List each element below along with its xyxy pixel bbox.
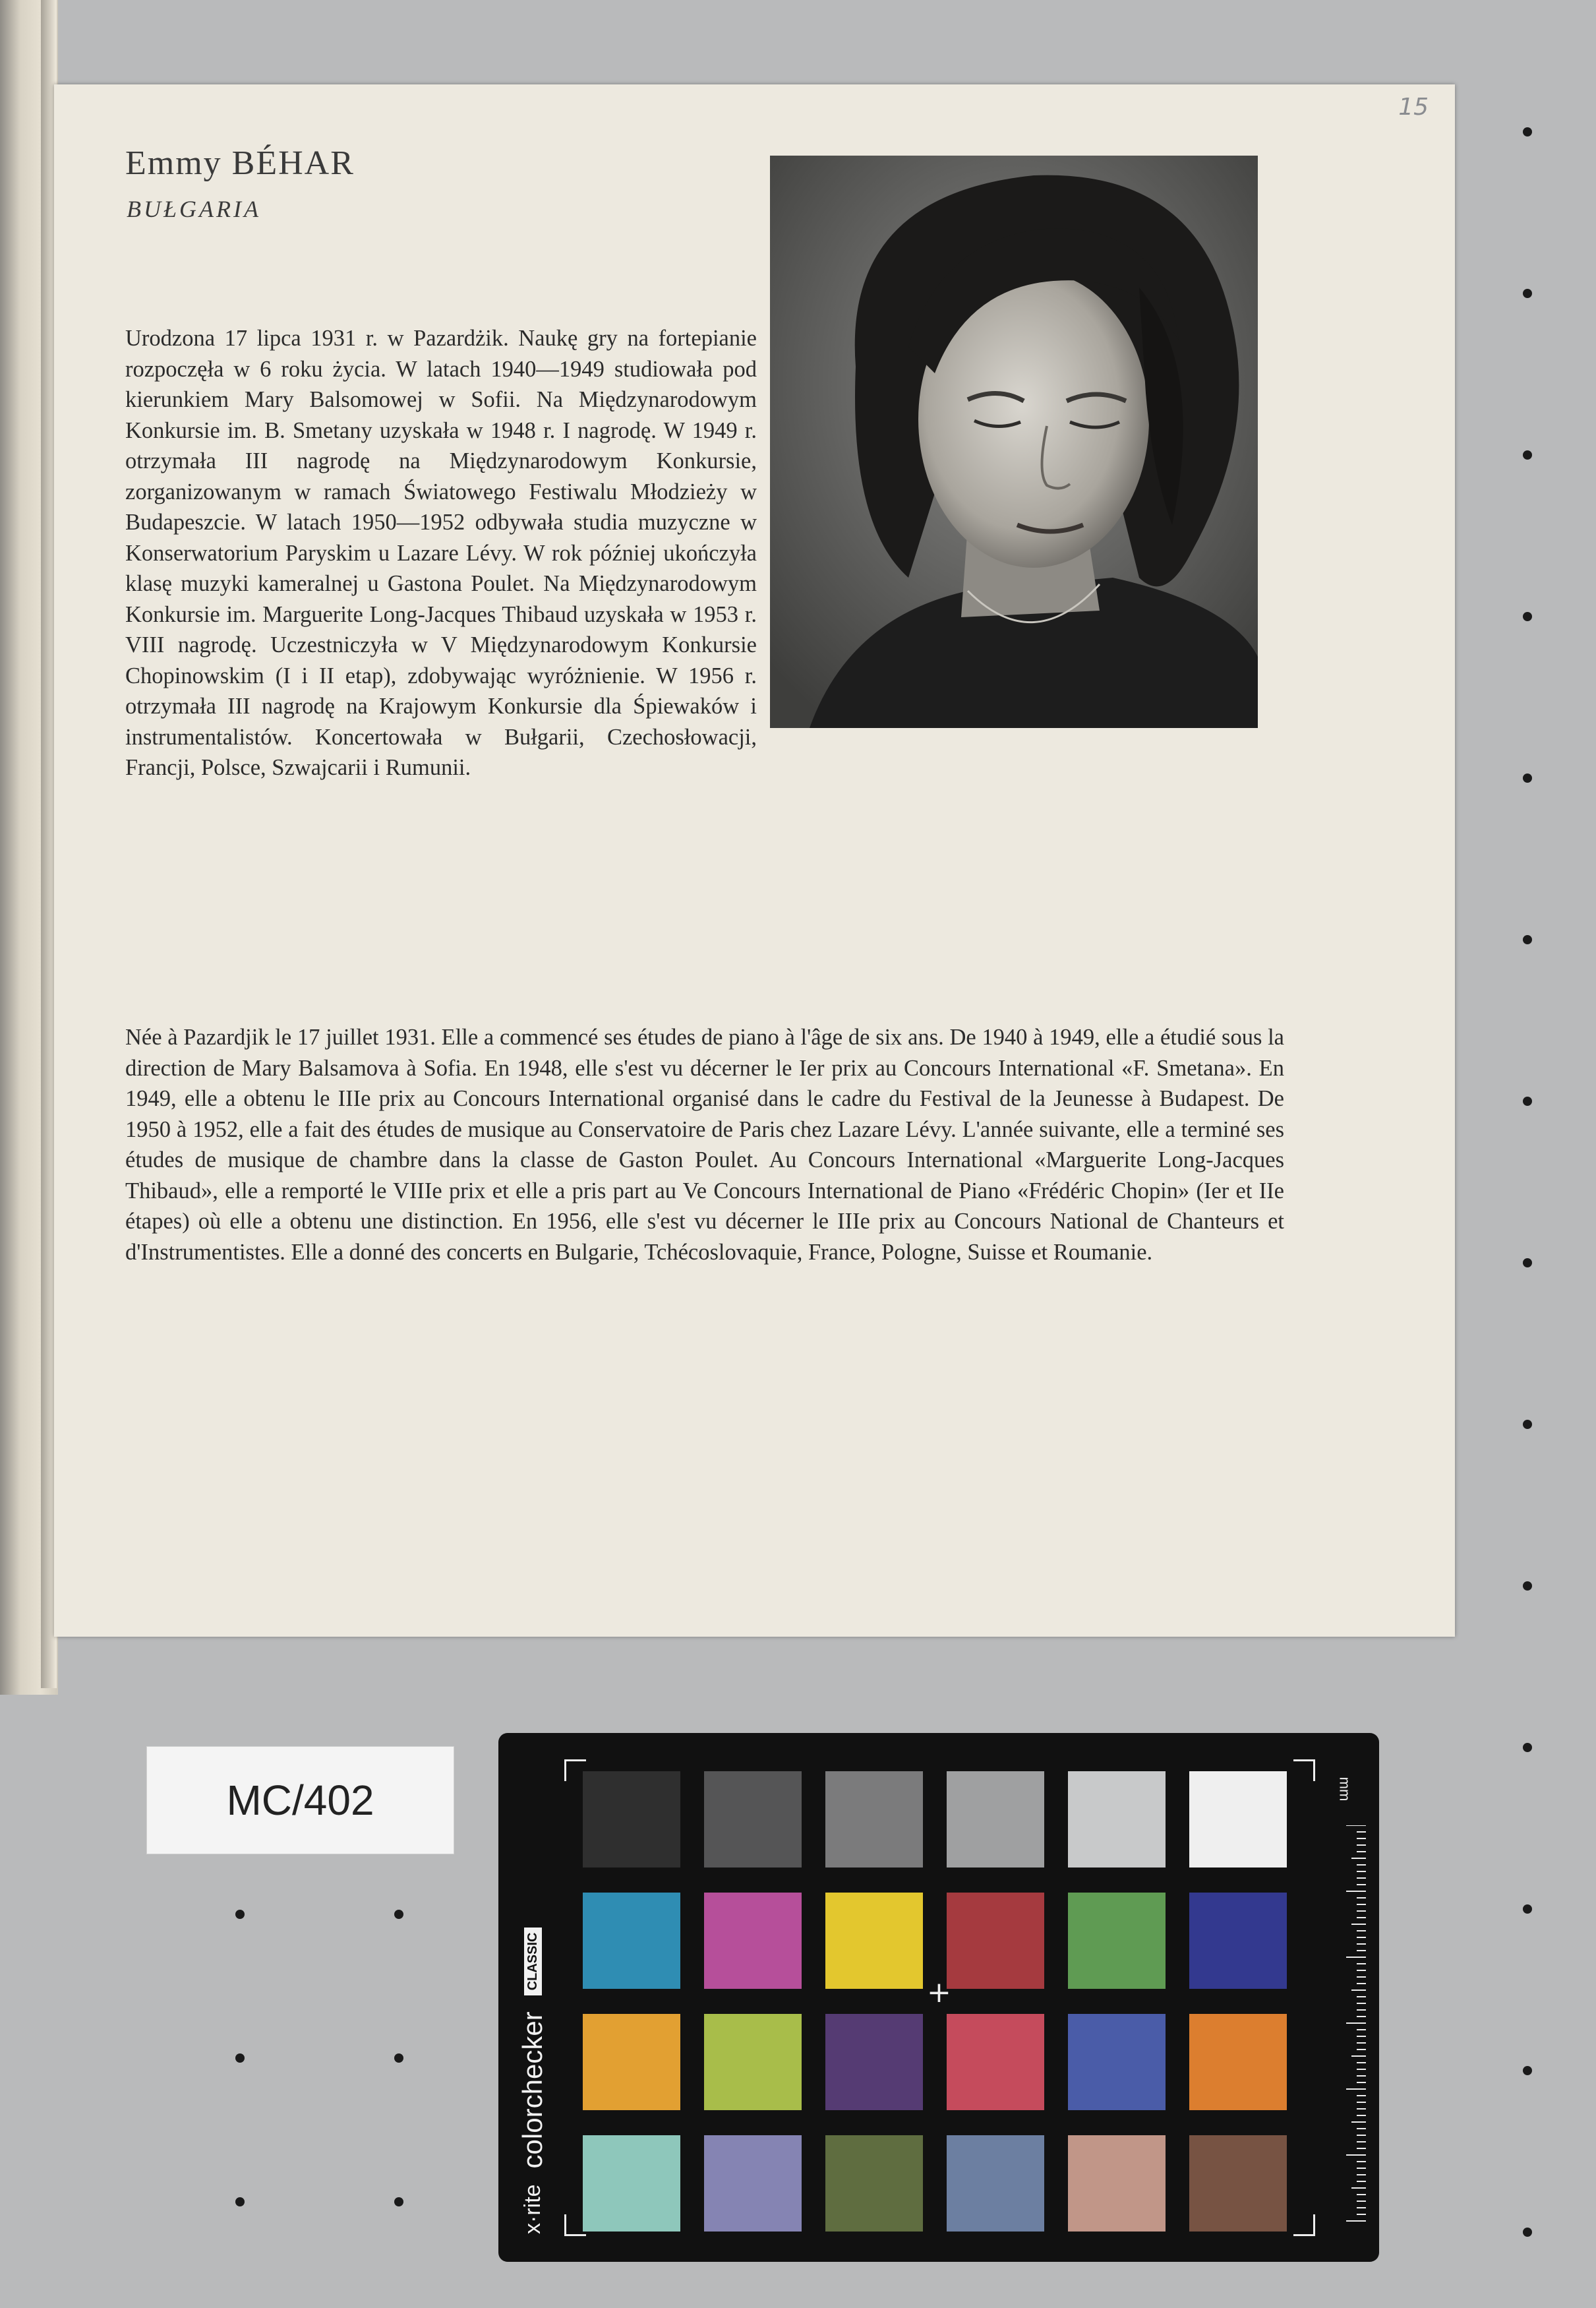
binder-dot [394,2197,403,2206]
color-swatch [1068,2135,1166,2232]
color-swatch [1068,1771,1166,1868]
binder-dot [235,1910,245,1919]
binder-dot [1523,774,1532,783]
binder-dot [1523,2066,1532,2075]
color-swatch [583,1771,680,1868]
page-title: Emmy BÉHAR [125,144,355,182]
binder-dot [394,2053,403,2063]
binder-dot [1523,1420,1532,1429]
color-swatch [1189,1893,1287,1989]
color-swatch [825,1893,923,1989]
maker-logo-text: x·rite [519,2184,545,2234]
color-checker-brand [512,1759,551,2234]
binder-dot [1523,1743,1532,1752]
binder-dot [1523,1097,1532,1106]
color-swatch [1068,2014,1166,2110]
color-swatch [704,2135,802,2232]
color-swatch [704,1771,802,1868]
crop-mark [1293,1759,1315,1781]
color-swatch [947,1771,1044,1868]
color-swatch [1189,2014,1287,2110]
brand-text: colorchecker [517,2011,548,2169]
color-swatch [947,2135,1044,2232]
color-swatch [704,2014,802,2110]
binder-dot [235,2197,245,2206]
color-swatch [1189,1771,1287,1868]
archive-label [146,1746,454,1854]
mm-ruler [1337,1825,1366,2234]
binder-dot [235,2053,245,2063]
country-subtitle: BUŁGARIA [127,196,261,222]
color-swatch [1189,2135,1287,2232]
color-swatch [825,2135,923,2232]
color-swatch [947,2014,1044,2110]
color-swatch [583,2014,680,2110]
biography-polish-text: Urodzona 17 lipca 1931 r. w Pazardżik. Naukę gry na fortepianie rozpoczęła w 6 roku życia. W latach 1940—1949 studiowała pod kierunkiem Mary Balsomowej w Sofii. Na Międzynarodowym Konkursie im. B. Smetany uzyskała w 1948 r. I nagrodę. W 1949 r. otrzymała III nagrodę na Międzynarodowym Konkursie, zorganizowanym w ramach Światowego Festiwalu Młodzieży w Budapeszcie. W latach 1950—1952 odbywała studia muzyczne w Konserwatorium Paryskim u Lazare Lévy. W rok później ukończyła klasę muzyki kameralnej u Gastona Poulet. Na Międzynarodowym Konkursie im. Marguerite Long-Jacques Thibaud uzyskała w 1953 r. VIII nagrodę. Uczestniczyła w V Międzynarodowym Konkursie Chopinowskim (I i II etap), zdobywając wyróżnienie. W 1956 r. otrzymała III nagrodę na Krajowym Konkursie dla Śpiewaków i instrumentalistów. Koncertowała w Bułgarii, Czechosłowacji, Francji, Polsce, Szwajcarii i Rumunii. [125,326,757,780]
color-checker-card [498,1733,1379,2262]
color-swatch [1068,1893,1166,1989]
color-swatch [825,2014,923,2110]
binder-dot [1523,2228,1532,2237]
color-swatch [825,1771,923,1868]
color-swatch [583,2135,680,2232]
edition-tag: CLASSIC [524,1928,542,1996]
binder-dot [1523,1258,1532,1267]
crop-mark [1293,2214,1315,2236]
biography-polish [125,323,1284,851]
archive-label-text: MC/402 [226,1777,374,1824]
binder-dot [1523,1904,1532,1914]
biography-french: Née à Pazardjik le 17 juillet 1931. Elle a commencé ses études de piano à l'âge de six ans. De 1940 à 1949, elle a étudié sous la direction de Mary Balsamova à Sofia. En 1948, elle s'est vu décerner le Ier prix au Concours International «F. Smetana». En 1949, elle a obtenu le IIIe prix au Concours International organisé dans le cadre du Festival de la Jeunesse à Budapest. De 1950 à 1952, elle a fait des études de musique au Conservatoire de Paris chez Lazare Lévy. L'année suivante, elle a terminé ses études de musique de chambre dans la classe de Gaston Poulet. Au Concours International «Marguerite Long-Jacques Thibaud», elle a remporté le VIIIe prix et elle a pris part au Ve Concours International de Piano «Frédéric Chopin» (Ier et IIe étapes) où elle a obtenu une distinction. En 1956, elle s'est vu décerner le IIIe prix au Concours National de Chanteurs et d'Instrumentistes. Elle a donné des concerts en Bulgarie, Tchécoslovaquie, France, Pologne, Suisse et Roumanie. [125,1025,1284,1265]
binder-dot [1523,935,1532,944]
binder-dot [1523,289,1532,298]
page-number: 15 [1398,94,1429,121]
binder-dot [1523,127,1532,137]
color-swatch [704,1893,802,1989]
binder-dot [1523,612,1532,621]
binder-dot [394,1910,403,1919]
photo-wrap-spacer [757,323,1284,851]
binder-dot [1523,1581,1532,1591]
color-swatch [947,1893,1044,1989]
binder-dot [1523,450,1532,460]
center-crosshair: + [927,1976,951,2009]
ruler-unit: mm [1336,1777,1353,1802]
color-swatch [583,1893,680,1989]
